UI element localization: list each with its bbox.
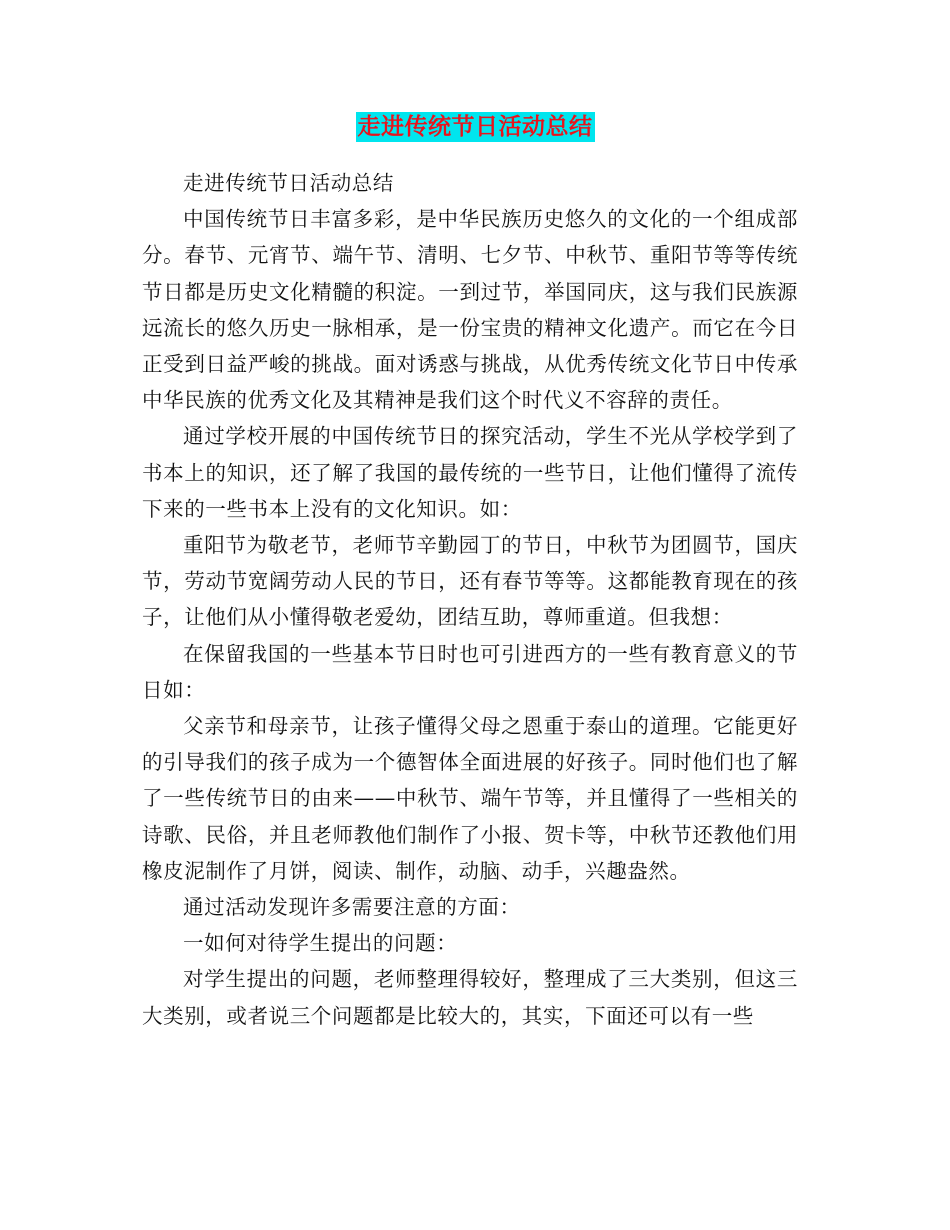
paragraph: 父亲节和母亲节，让孩子懂得父母之恩重于泰山的道理。它能更好的引导我们的孩子成为一个德智体全面进展的好孩子。同时他们也了解了一些传统节日的由来——中秋节、端午节等，并且懂得了一些相关的诗歌、民俗，并且老师教他们制作了小报、贺卡等，中秋节还教他们用橡皮泥制作了月饼，阅读、制作，动脑、动手，兴趣盎然。 xyxy=(142,714,798,883)
paragraph: 一如何对待学生提出的问题： xyxy=(183,931,458,956)
document-body xyxy=(142,165,798,1034)
paragraph: 通过学校开展的中国传统节日的探究活动，学生不光从学校学到了书本上的知识，还了解了我国的最传统的一些节日，让他们懂得了流传下来的一些书本上没有的文化知识。如： xyxy=(142,424,798,521)
title-container xyxy=(0,112,950,142)
paragraph: 在保留我国的一些基本节日时也可引进西方的一些有教育意义的节日如： xyxy=(142,641,798,702)
paragraph-subtitle: 走进传统节日活动总结 xyxy=(183,171,394,195)
paragraph: 中国传统节日丰富多彩，是中华民族历史悠久的文化的一个组成部分。春节、元宵节、端午节、清明、七夕节、中秋节、重阳节等等传统节日都是历史文化精髓的积淀。一到过节，举国同庆，这与我们民族源远流长的悠久历史一脉相承，是一份宝贵的精神文化遗产。而它在今日正受到日益严峻的挑战。面对诱惑与挑战，从优秀传统文化节日中传承中华民族的优秀文化及其精神是我们这个时代义不容辞的责任。 xyxy=(142,207,798,413)
paragraph: 通过活动发现许多需要注意的方面： xyxy=(183,895,521,920)
paragraph: 重阳节为敬老节，老师节辛勤园丁的节日，中秋节为团圆节，国庆节，劳动节宽阔劳动人民的节日，还有春节等等。这都能教育现在的孩子，让他们从小懂得敬老爱幼，团结互助，尊师重道。但我想： xyxy=(142,533,798,630)
document-title: 走进传统节日活动总结 xyxy=(357,114,593,140)
paragraph: 对学生提出的问题，老师整理得较好，整理成了三大类别，但这三大类别，或者说三个问题都是比较大的，其实，下面还可以有一些 xyxy=(142,967,798,1028)
